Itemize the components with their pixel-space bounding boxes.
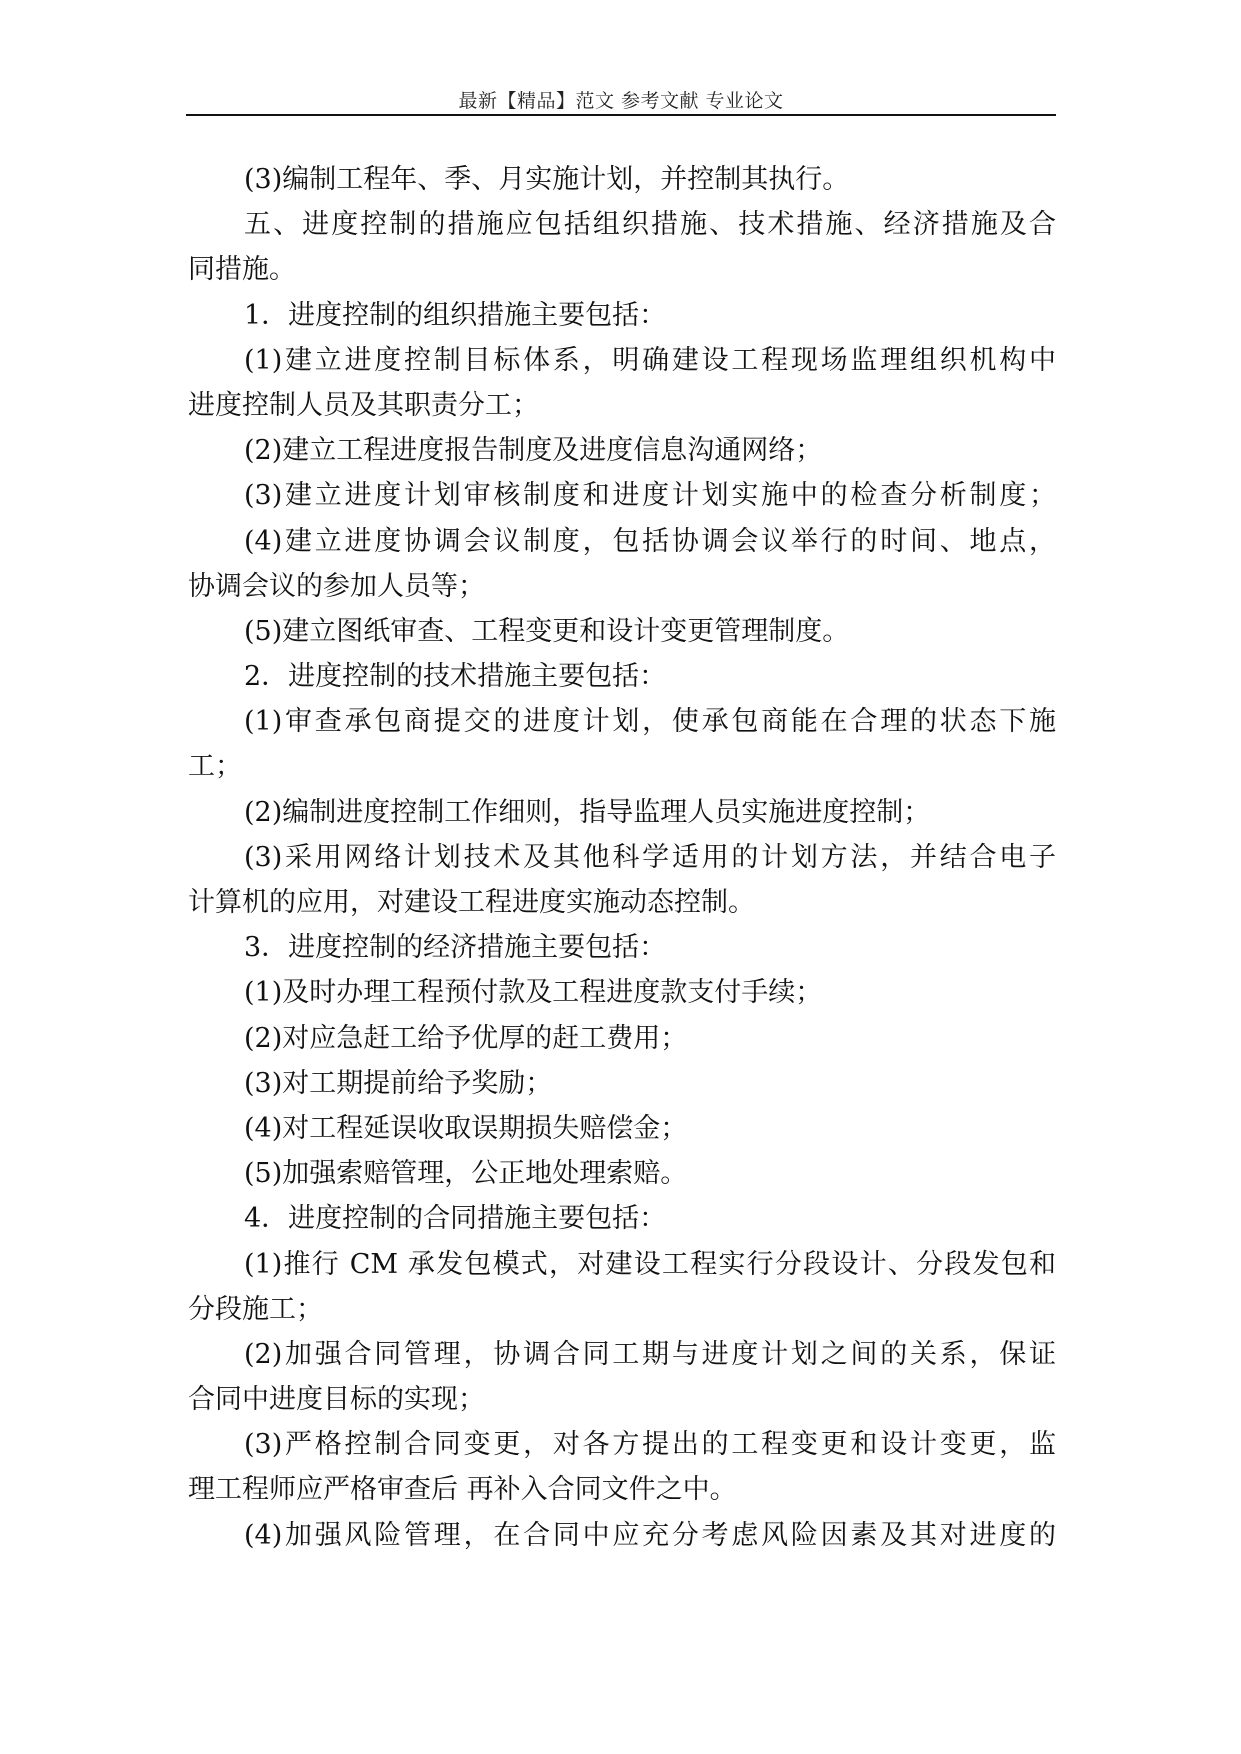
text-line: 协调会议的参加人员等； <box>188 570 485 602</box>
text-line: (1)建立进度控制目标体系，明确建设工程现场监理组织机构中 <box>244 344 1056 376</box>
text-line: (2)编制进度控制工作细则，指导监理人员实施进度控制； <box>244 796 931 828</box>
text-line: (1)审查承包商提交的进度计划，使承包商能在合理的状态下施 <box>244 706 1056 738</box>
text-line: (1)及时办理工程预付款及工程进度款支付手续； <box>244 977 823 1009</box>
text-line: 理工程师应严格审查后 再补入合同文件之中。 <box>188 1474 737 1506</box>
text-line: (3)采用网络计划技术及其他科学适用的计划方法，并结合电子 <box>244 841 1056 873</box>
text-line: (4)建立进度协调会议制度，包括协调会议举行的时间、地点， <box>244 525 1056 557</box>
text-line: 4．进度控制的合同措施主要包括： <box>244 1203 667 1235</box>
text-line: (4)对工程延误收取误期损失赔偿金； <box>244 1112 688 1144</box>
text-line: 同措施。 <box>188 254 296 286</box>
text-line: (2)建立工程进度报告制度及进度信息沟通网络； <box>244 435 823 467</box>
text-line: 1．进度控制的组织措施主要包括： <box>244 299 667 331</box>
document-body <box>188 157 1056 1558</box>
text-line: 合同中进度目标的实现； <box>188 1384 485 1416</box>
text-line: 工； <box>188 751 242 783</box>
text-line: 3．进度控制的经济措施主要包括： <box>244 932 667 964</box>
text-line: (3)严格控制合同变更，对各方提出的工程变更和设计变更，监 <box>244 1429 1056 1461</box>
text-line: (3)建立进度计划审核制度和进度计划实施中的检查分析制度； <box>244 480 1056 512</box>
text-line: (3)对工期提前给予奖励； <box>244 1067 553 1099</box>
text-line: 计算机的应用，对建设工程进度实施动态控制。 <box>188 887 755 918</box>
text-line: (3)编制工程年、季、月实施计划，并控制其执行。 <box>244 164 850 195</box>
header-rule <box>186 114 1056 116</box>
text-line: 分段施工； <box>188 1293 323 1325</box>
text-line: (5)建立图纸审查、工程变更和设计变更管理制度。 <box>244 615 850 647</box>
text-line: (2)对应急赶工给予优厚的赶工费用； <box>244 1022 688 1054</box>
text-line: (4)加强风险管理，在合同中应充分考虑风险因素及其对进度的 <box>244 1519 1056 1551</box>
text-line: 五、进度控制的措施应包括组织措施、技术措施、经济措施及合 <box>244 209 1056 241</box>
text-line: (2)加强合同管理，协调合同工期与进度计划之间的关系，保证 <box>244 1338 1056 1370</box>
text-line: 进度控制人员及其职责分工； <box>188 389 539 421</box>
text-line: (1)推行 CM 承发包模式，对建设工程实行分段设计、分段发包和 <box>244 1248 1056 1280</box>
text-line: 2．进度控制的技术措施主要包括： <box>244 661 667 693</box>
text-line: (5)加强索赔管理，公正地处理索赔。 <box>244 1158 688 1190</box>
page-header: 最新【精品】范文 参考文献 专业论文 <box>458 90 784 112</box>
